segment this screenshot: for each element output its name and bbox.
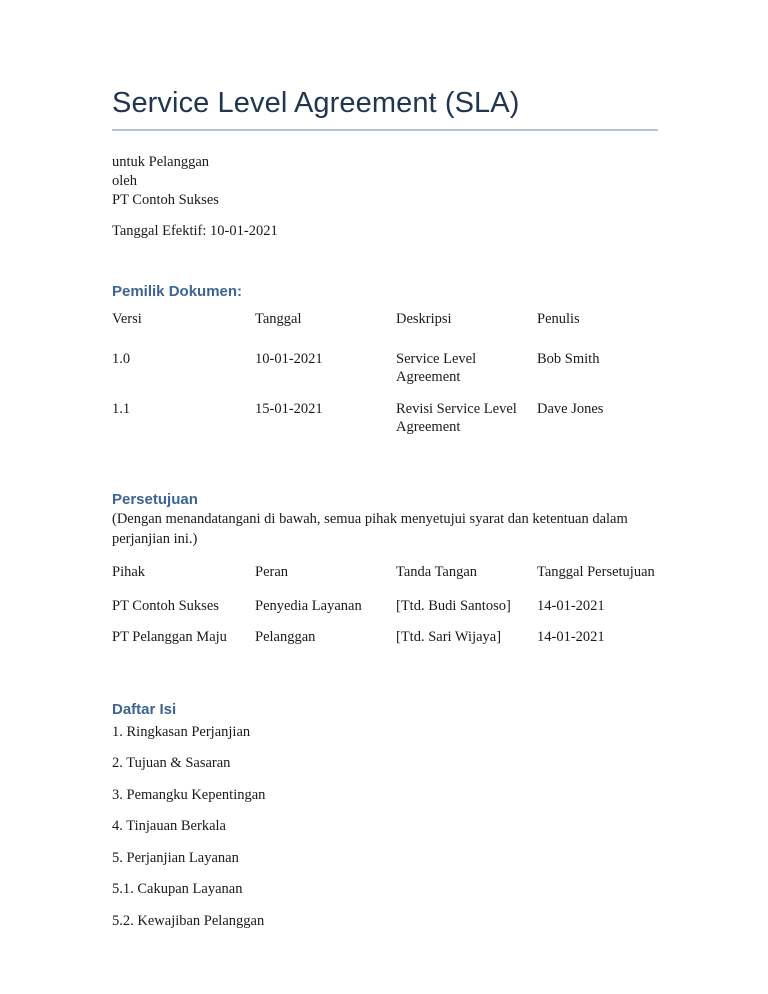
table-row [112,628,678,647]
table-of-contents-list [112,723,658,931]
column-header-tanggal-persetujuan: Tanggal Persetujuan [537,564,655,580]
cell-pihak: PT Contoh Sukses [112,597,219,614]
intro-line-by: oleh [112,172,137,189]
toc-entry-5-2[interactable]: 5.2. Kewajiban Pelanggan [112,912,265,929]
toc-entry-5-1[interactable]: 5.1. Cakupan Layanan [112,881,243,898]
toc-entry-5[interactable]: 5. Perjanjian Layanan [112,849,239,866]
table-row [112,400,678,437]
column-header-penulis: Penulis [537,311,580,328]
cell-pihak: PT Pelanggan Maju [112,629,227,646]
toc-entry-4[interactable]: 4. Tinjauan Berkala [112,818,226,835]
column-header-deskripsi: Deskripsi [396,311,452,328]
toc-entry-1[interactable]: 1. Ringkasan Perjanjian [112,723,251,740]
page-title: Service Level Agreement (SLA) [112,87,520,119]
cell-versi: 1.0 [112,350,131,367]
cell-tanggal-persetujuan: 14-01-2021 [537,629,605,646]
cell-deskripsi: Revisi Service Level Agreement [396,400,517,436]
section-heading-document-owner: Pemilik Dokumen: [112,283,243,301]
intro-line-provider: PT Contoh Sukses [112,191,219,208]
column-header-versi: Versi [112,311,142,328]
document-owner-table [112,310,678,437]
table-header-row [112,563,678,597]
cell-penulis: Dave Jones [537,400,604,417]
approval-table [112,563,678,647]
cell-penulis: Bob Smith [537,350,600,367]
section-heading-table-of-contents: Daftar Isi [112,700,177,718]
toc-entry-3[interactable]: 3. Pemangku Kepentingan [112,786,266,803]
table-row [112,597,678,629]
cell-peran: Penyedia Layanan [255,597,362,614]
cell-tanggal-persetujuan: 14-01-2021 [537,597,605,614]
column-header-tanda-tangan: Tanda Tangan [396,564,478,580]
intro-block [112,153,658,209]
table-row [112,350,678,400]
column-header-peran: Peran [255,564,289,580]
cell-versi: 1.1 [112,400,131,417]
column-header-pihak: Pihak [112,564,146,580]
cell-tanggal: 10-01-2021 [255,350,323,367]
toc-entry-2[interactable]: 2. Tujuan & Sasaran [112,755,231,772]
cell-tanggal: 15-01-2021 [255,400,323,417]
effective-date: Tanggal Efektif: 10-01-2021 [112,223,278,240]
cell-tanda-tangan: [Ttd. Sari Wijaya] [396,629,502,646]
column-header-tanggal: Tanggal [255,311,302,328]
intro-line-customer: untuk Pelanggan [112,154,210,171]
table-header-row [112,310,678,350]
cell-peran: Pelanggan [255,629,316,646]
approval-note: (Dengan menandatangani di bawah, semua pihak menyetujui syarat dan ketentuan dalam perjanjian ini.) [112,511,628,547]
section-heading-approval: Persetujuan [112,491,198,508]
cell-deskripsi: Service Level Agreement [396,350,477,386]
cell-tanda-tangan: [Ttd. Budi Santoso] [396,597,511,614]
document-content [112,86,658,930]
